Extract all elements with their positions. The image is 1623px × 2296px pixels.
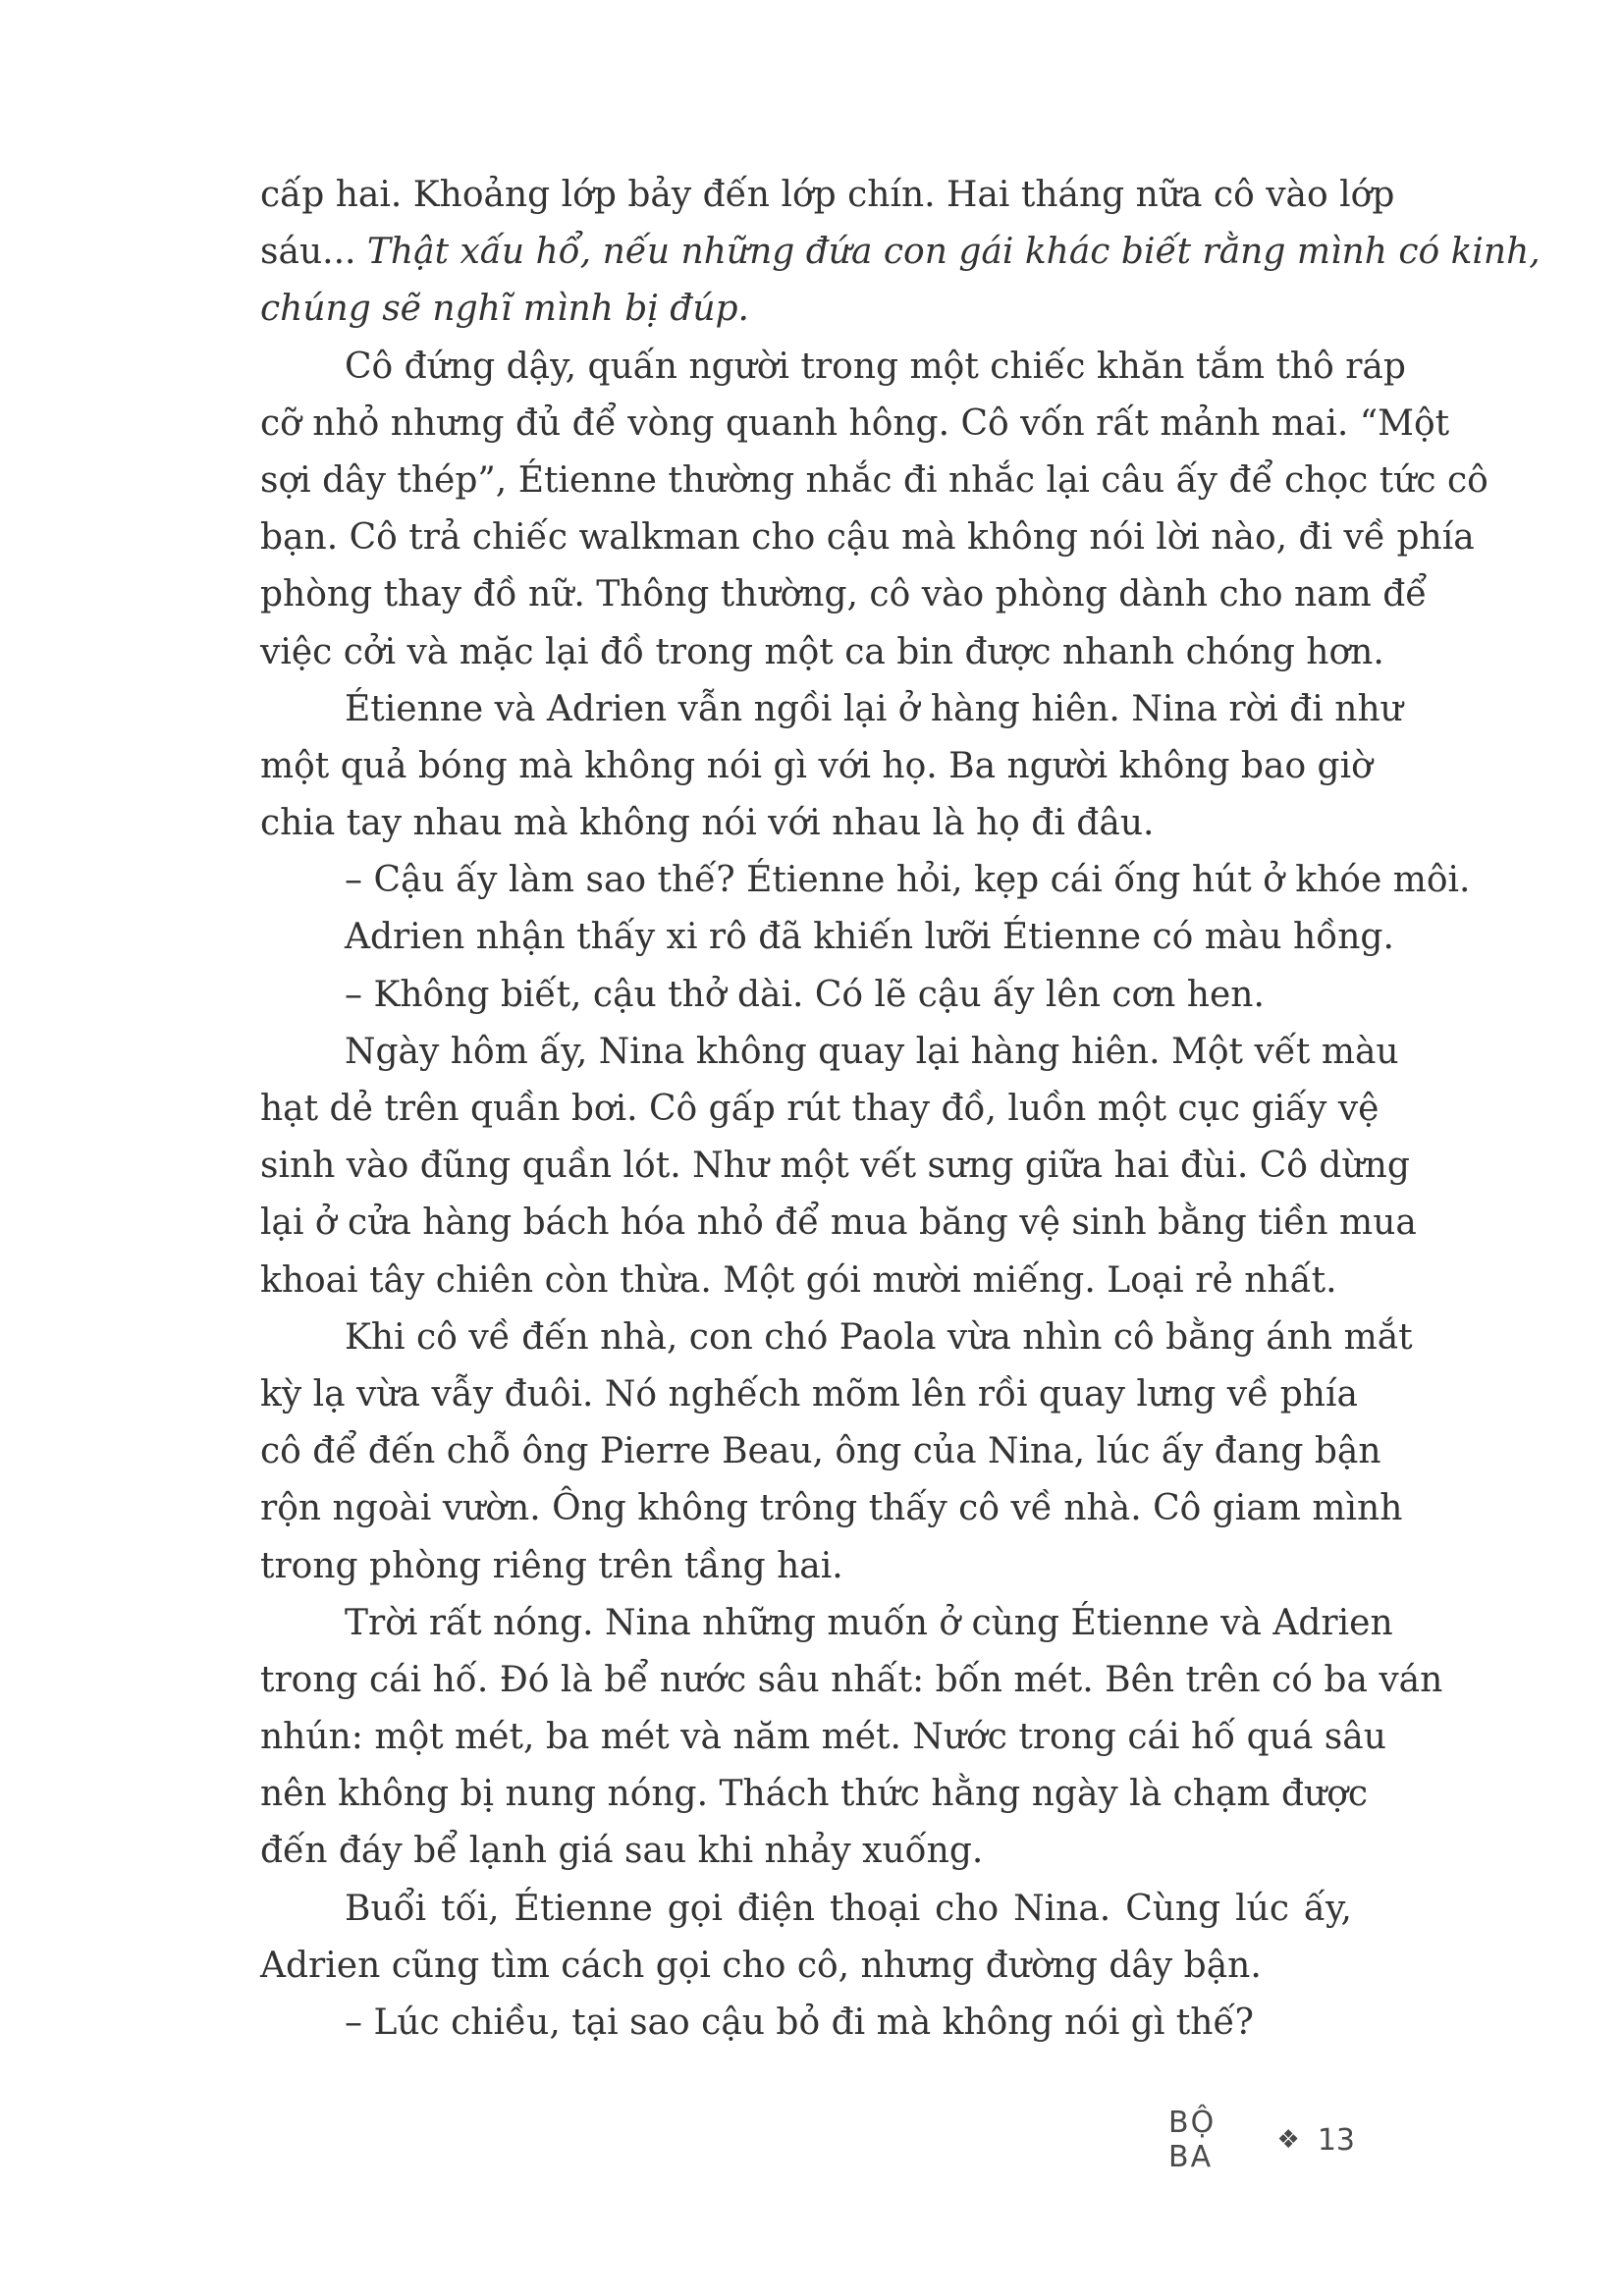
ornament-icon: ❖ [1276, 2125, 1300, 2155]
text-line [260, 1995, 1352, 2052]
text-line [260, 1938, 1352, 1995]
text-line [260, 1081, 1380, 1138]
text-line [260, 1766, 1369, 1823]
italic-text: chúng sẽ nghĩ mình bị đúp. [260, 289, 749, 330]
text-segment: cấp hai. Khoảng lớp bảy đến lớp chín. Hai tháng nữa cô vào lớp [260, 175, 1395, 215]
text-line [260, 738, 1373, 795]
text-line [260, 1423, 1381, 1480]
text-line [260, 1595, 1393, 1652]
text-segment: Khi cô về đến nhà, con chó Paola vừa nhìn cô bằng ánh mắt [345, 1316, 1413, 1358]
text-line [260, 1138, 1410, 1195]
text-segment: Cô đứng dậy, quấn người trong một chiếc khăn tắm thô ráp [345, 346, 1406, 387]
text-segment: kỳ lạ vừa vẫy đuôi. Nó nghếch mõm lên rồi quay lưng về phía [260, 1373, 1358, 1415]
italic-text: Thật xấu hổ, nếu những đứa con gái khác biết rằng mình có kinh, [366, 232, 1541, 273]
text-segment: một quả bóng mà không nói gì với họ. Ba người không bao giờ [260, 745, 1373, 786]
text-segment: Trời rất nóng. Nina những muốn ở cùng Étienne và Adrien [345, 1602, 1393, 1643]
text-segment: – Lúc chiều, tại sao cậu bỏ đi mà không nói gì thế? [345, 2002, 1254, 2043]
text-segment: trong cái hố. Đó là bể nước sâu nhất: bốn mét. Bên trên có ba ván [260, 1659, 1443, 1700]
text-line [260, 1195, 1417, 1252]
text-line [260, 1366, 1358, 1423]
text-line [260, 624, 1384, 681]
text-segment: sinh vào đũng quần lót. Như một vết sưng giữa hai đùi. Cô dừng [260, 1146, 1410, 1187]
text-line [260, 1309, 1413, 1366]
text-line [260, 566, 1428, 623]
text-segment: Étienne và Adrien vẫn ngồi lại ở hàng hiên. Nina rời đi như [345, 688, 1403, 729]
text-segment: chia tay nhau mà không nói với nhau là họ đi đâu. [260, 803, 1155, 844]
text-line [260, 967, 1352, 1024]
text-line [260, 1253, 1352, 1309]
text-line [260, 339, 1406, 396]
text-segment: khoai tây chiên còn thừa. Một gói mười miếng. Loại rẻ nhất. [260, 1259, 1337, 1301]
text-line [260, 167, 1395, 224]
text-line [260, 852, 1471, 909]
text-line [260, 1538, 1352, 1595]
text-segment: Adrien cũng tìm cách gọi cho cô, nhưng đường dây bận. [260, 1945, 1262, 1986]
text-segment: hạt dẻ trên quần bơi. Cô gấp rút thay đồ, luồn một cục giấy vệ [260, 1089, 1380, 1129]
text-segment: Adrien nhận thấy xi rô đã khiến lưỡi Étienne có màu hồng. [345, 917, 1394, 958]
text-segment: – Không biết, cậu thở dài. Có lẽ cậu ấy lên cơn hen. [345, 974, 1265, 1015]
text-line [260, 1480, 1403, 1537]
running-title: BỘ BA [1168, 2106, 1217, 2174]
text-segment: lại ở cửa hàng bách hóa nhỏ để mua băng vệ sinh bằng tiền mua [260, 1202, 1417, 1244]
text-segment: Buổi tối, Étienne gọi điện thoại cho Nina. Cùng lúc ấy, [345, 1888, 1352, 1929]
text-segment: – Cậu ấy làm sao thế? Étienne hỏi, kẹp cái ống hút ở khóe môi. [345, 860, 1471, 901]
text-line [260, 1881, 1352, 1938]
text-segment: đến đáy bể lạnh giá sau khi nhảy xuống. [260, 1831, 984, 1872]
text-line [260, 1652, 1443, 1709]
text-segment: Ngày hôm ấy, Nina không quay lại hàng hiên. Một vết màu [345, 1031, 1399, 1072]
text-segment: nhún: một mét, ba mét và năm mét. Nước trong cái hố quá sâu [260, 1717, 1386, 1758]
text-line [260, 281, 1352, 338]
text-line [260, 681, 1403, 738]
text-segment: cỡ nhỏ nhưng đủ để vòng quanh hông. Cô vốn rất mảnh mai. “Một [260, 402, 1450, 444]
text-segment: phòng thay đồ nữ. Thông thường, cô vào phòng dành cho nam để [260, 574, 1428, 615]
text-line [260, 453, 1488, 509]
text-segment: sợi dây thép”, Étienne thường nhắc đi nhắc lại câu ấy để chọc tức cô [260, 459, 1488, 501]
text-line [260, 909, 1394, 966]
text-line [260, 224, 1541, 281]
text-segment: nên không bị nung nóng. Thách thức hằng ngày là chạm được [260, 1774, 1369, 1815]
text-line [260, 396, 1450, 453]
text-line [260, 1709, 1386, 1766]
text-segment: sáu... [260, 232, 367, 273]
text-line [260, 795, 1352, 852]
text-segment: rộn ngoài vườn. Ông không trông thấy cô về nhà. Cô giam mình [260, 1488, 1403, 1529]
text-segment: việc cởi và mặc lại đồ trong một ca bin được nhanh chóng hơn. [260, 631, 1384, 672]
text-segment: bạn. Cô trả chiếc walkman cho cậu mà không nói lời nào, đi về phía [260, 517, 1475, 559]
text-segment: trong phòng riêng trên tầng hai. [260, 1545, 843, 1586]
text-line [260, 1823, 1352, 1880]
page-number: 13 [1317, 2122, 1355, 2158]
page-footer [1168, 2106, 1355, 2174]
body-text [260, 167, 1541, 2052]
text-segment: cô để đến chỗ ông Pierre Beau, ông của Nina, lúc ấy đang bận [260, 1431, 1381, 1472]
text-line [260, 509, 1475, 566]
text-line [260, 1024, 1399, 1081]
